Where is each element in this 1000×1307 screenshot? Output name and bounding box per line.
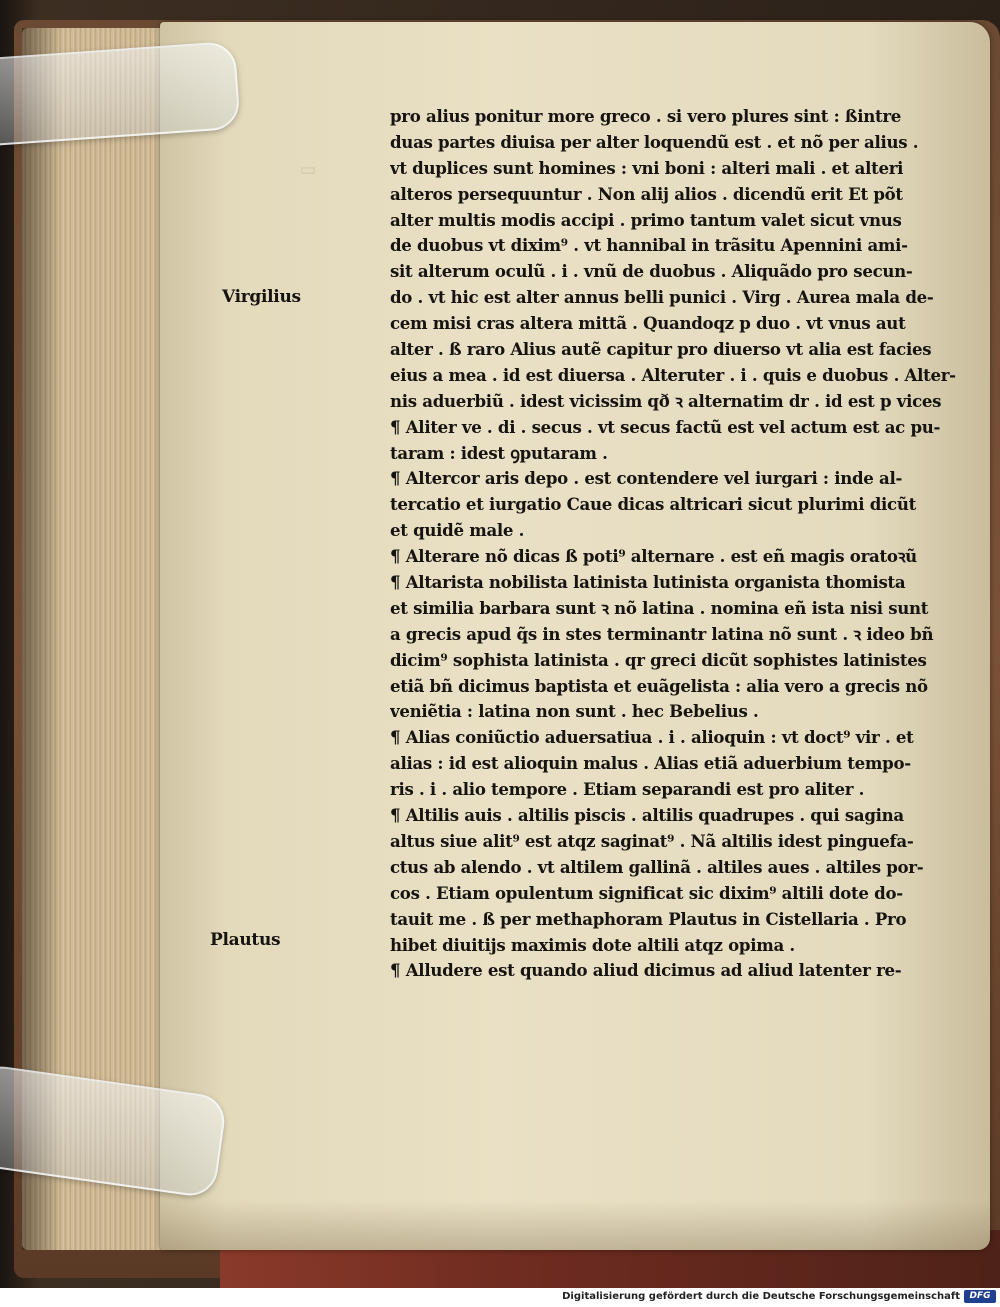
- text-line: alter multis modis accipi . primo tantum valet sicut vnus: [390, 209, 902, 230]
- text-line: alias : id est alioquin malus . Alias etiã aduerbium tempo-: [390, 753, 911, 774]
- main-text-block: [390, 104, 965, 984]
- text-line: duas partes diuisa per alter loquendũ est . et nõ per alius .: [390, 131, 919, 152]
- text-line: cem misi cras altera mittã . Quandoqz p duo . vt vnus aut: [390, 313, 906, 334]
- text-line: ¶ Alludere est quando aliud dicimus ad aliud latenter re-: [390, 960, 902, 981]
- text-line: tauit me . ß per methaphoram Plautus in Cistellaria . Pro: [390, 908, 907, 929]
- page-bottom-shade: [160, 1200, 990, 1250]
- text-line: alteros persequuntur . Non alij alios . dicendũ erit Et põt: [390, 183, 903, 204]
- text-line: a grecis apud q̃s in stes terminantr latina nõ sunt . ꝛ ideo bñ: [390, 623, 934, 644]
- text-line: ¶ Alterare nõ dicas ß poti⁹ alternare . est eñ magis oratoꝛũ: [390, 546, 917, 567]
- text-line: ¶ Altarista nobilista latinista lutinista organista thomista: [390, 572, 906, 593]
- footer-bar: [0, 1288, 1000, 1307]
- page-stack-shadow: [22, 28, 62, 1250]
- text-line: alter . ß raro Alius autẽ capitur pro diuerso vt alia est facies: [390, 339, 932, 360]
- text-line: et similia barbara sunt ꝛ nõ latina . nomina eñ ista nisi sunt: [390, 597, 929, 618]
- text-line: eius a mea . id est diuersa . Alteruter . i . quis e duobus . Alter-: [390, 364, 956, 385]
- dfg-logo: DFG: [964, 1290, 996, 1303]
- text-line: altus siue alit⁹ est atqz saginat⁹ . Nã altilis idest pinguefa-: [390, 830, 914, 851]
- text-line: nis aduerbiũ . idest vicissim qð ꝛ alternatim dr . id est p vices: [390, 390, 942, 411]
- text-line: dicim⁹ sophista latinista . qr greci dicũt sophistes latinistes: [390, 649, 927, 670]
- text-line: do . vt hic est alter annus belli punici . Virg . Aurea mala de-: [390, 287, 934, 308]
- text-line: tercatio et iurgatio Caue dicas altricari sicut plurimi dicũt: [390, 494, 916, 515]
- show-through-mark: ▭: [300, 160, 317, 180]
- text-line: ¶ Aliter ve . di . secus . vt secus factũ est vel actum est ac pu-: [390, 416, 941, 437]
- text-line: sit alterum oculũ . i . vnũ de duobus . Aliquãdo pro secun-: [390, 261, 913, 282]
- text-line: pro alius ponitur more greco . si vero plures sint : ßintre: [390, 106, 902, 126]
- text-line: de duobus vt dixim⁹ . vt hannibal in trãsitu Apennini ami-: [390, 235, 908, 256]
- text-line: ¶ Altercor aris depo . est contendere vel iurgari : inde al-: [390, 468, 903, 489]
- text-line: hibet diuitijs maximis dote altili atqz opima .: [390, 934, 795, 955]
- text-line: ¶ Altilis auis . altilis piscis . altilis quadrupes . qui sagina: [390, 805, 904, 826]
- text-line: ris . i . alio tempore . Etiam separandi est pro aliter .: [390, 779, 865, 800]
- text-line: taram : idest ꝯputaram .: [390, 442, 608, 463]
- footer-credit: Digitalisierung gefördert durch die Deutsche Forschungsgemeinschaft: [562, 1291, 960, 1302]
- text-line: et quidẽ male .: [390, 520, 525, 541]
- margin-note-virgilius: Virgilius: [222, 287, 301, 307]
- text-line: etiã bñ dicimus baptista et euãgelista : alia vero a grecis nõ: [390, 675, 928, 696]
- margin-note-plautus: Plautus: [210, 930, 281, 950]
- text-line: vt duplices sunt homines : vni boni : alteri mali . et alteri: [390, 157, 904, 178]
- text-line: cos . Etiam opulentum significat sic dixim⁹ altili dote do-: [390, 882, 903, 903]
- text-line: ctus ab alendo . vt altilem gallinã . altiles aues . altiles por-: [390, 856, 924, 877]
- text-line: veniẽtia : latina non sunt . hec Bebelius .: [390, 701, 759, 722]
- text-line: ¶ Alias coniũctio aduersatiua . i . alioquin : vt doct⁹ vir . et: [390, 727, 914, 748]
